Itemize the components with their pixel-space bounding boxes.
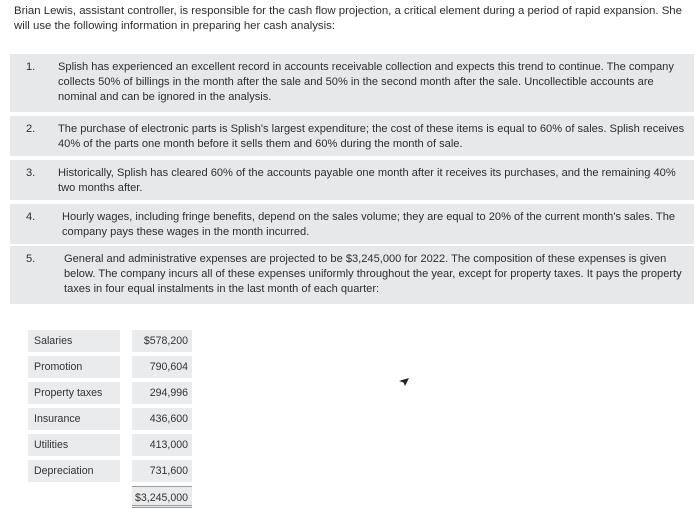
expense-row-promotion xyxy=(28,356,193,382)
expense-label: Salaries xyxy=(28,330,120,352)
mouse-cursor-icon xyxy=(398,374,410,392)
item-number: 3. xyxy=(26,167,36,179)
expense-label: Promotion xyxy=(28,356,120,378)
expense-label: Property taxes xyxy=(28,382,120,404)
list-item-2 xyxy=(10,116,694,156)
expense-row-depreciation xyxy=(28,460,193,486)
list-item-4 xyxy=(10,204,694,244)
expense-amount: 731,600 xyxy=(132,460,192,482)
item-text: Historically, Splish has cleared 60% of the accounts payable one month after it receives its purchases, and the remaining 40% two months after. xyxy=(58,167,676,194)
expense-row-total xyxy=(28,486,193,512)
item-number: 2. xyxy=(26,123,36,135)
item-text: Splish has experienced an excellent record in accounts receivable collection and expects this trend to continue. The company collects 50% of billings in the month after the sale and 50% in the second month after the sale. Uncollectible accounts are nominal and can be ignored in the analysis. xyxy=(58,61,674,103)
expense-row-property-taxes xyxy=(28,382,193,408)
item-text: The purchase of electronic parts is Splish's largest expenditure; the cost of these items is equal to 60% of sales. Splish receives 40% of the parts one month before it sells them and 60% during the month of sale. xyxy=(58,123,685,150)
list-item-1 xyxy=(10,54,694,112)
expense-row-utilities xyxy=(28,434,193,460)
expense-label: Depreciation xyxy=(28,460,120,482)
expense-amount: 413,000 xyxy=(132,434,192,456)
expense-table xyxy=(28,330,193,512)
expense-amount: 436,600 xyxy=(132,408,192,430)
item-text: Hourly wages, including fringe benefits, depend on the sales volume; they are equal to 20% of the current month's sales. The company pays these wages in the month incurred. xyxy=(62,211,676,238)
expense-amount: 294,996 xyxy=(132,382,192,404)
item-number: 1. xyxy=(26,61,36,73)
item-number: 4. xyxy=(26,211,36,223)
list-item-5 xyxy=(10,246,694,304)
intro-text: Brian Lewis, assistant controller, is responsible for the cash flow projection, a critical element during a period of rapid expansion. She will use the following information in preparing her cash analysis: xyxy=(14,5,682,32)
expense-row-insurance xyxy=(28,408,193,434)
expense-row-salaries xyxy=(28,330,193,356)
expense-label: Insurance xyxy=(28,408,120,430)
expense-amount: 790,604 xyxy=(132,356,192,378)
item-number: 5. xyxy=(26,253,36,265)
item-text: General and administrative expenses are projected to be $3,245,000 for 2022. The composition of these expenses is given below. The company incurs all of these expenses uniformly throughout the year, except for property taxes. It pays the property taxes in four equal instalments in the last month of each quarter: xyxy=(64,253,682,295)
expense-amount: $578,200 xyxy=(132,330,192,352)
expense-total-amount: $3,245,000 xyxy=(132,486,192,508)
list-item-3 xyxy=(10,160,694,200)
expense-label: Utilities xyxy=(28,434,120,456)
